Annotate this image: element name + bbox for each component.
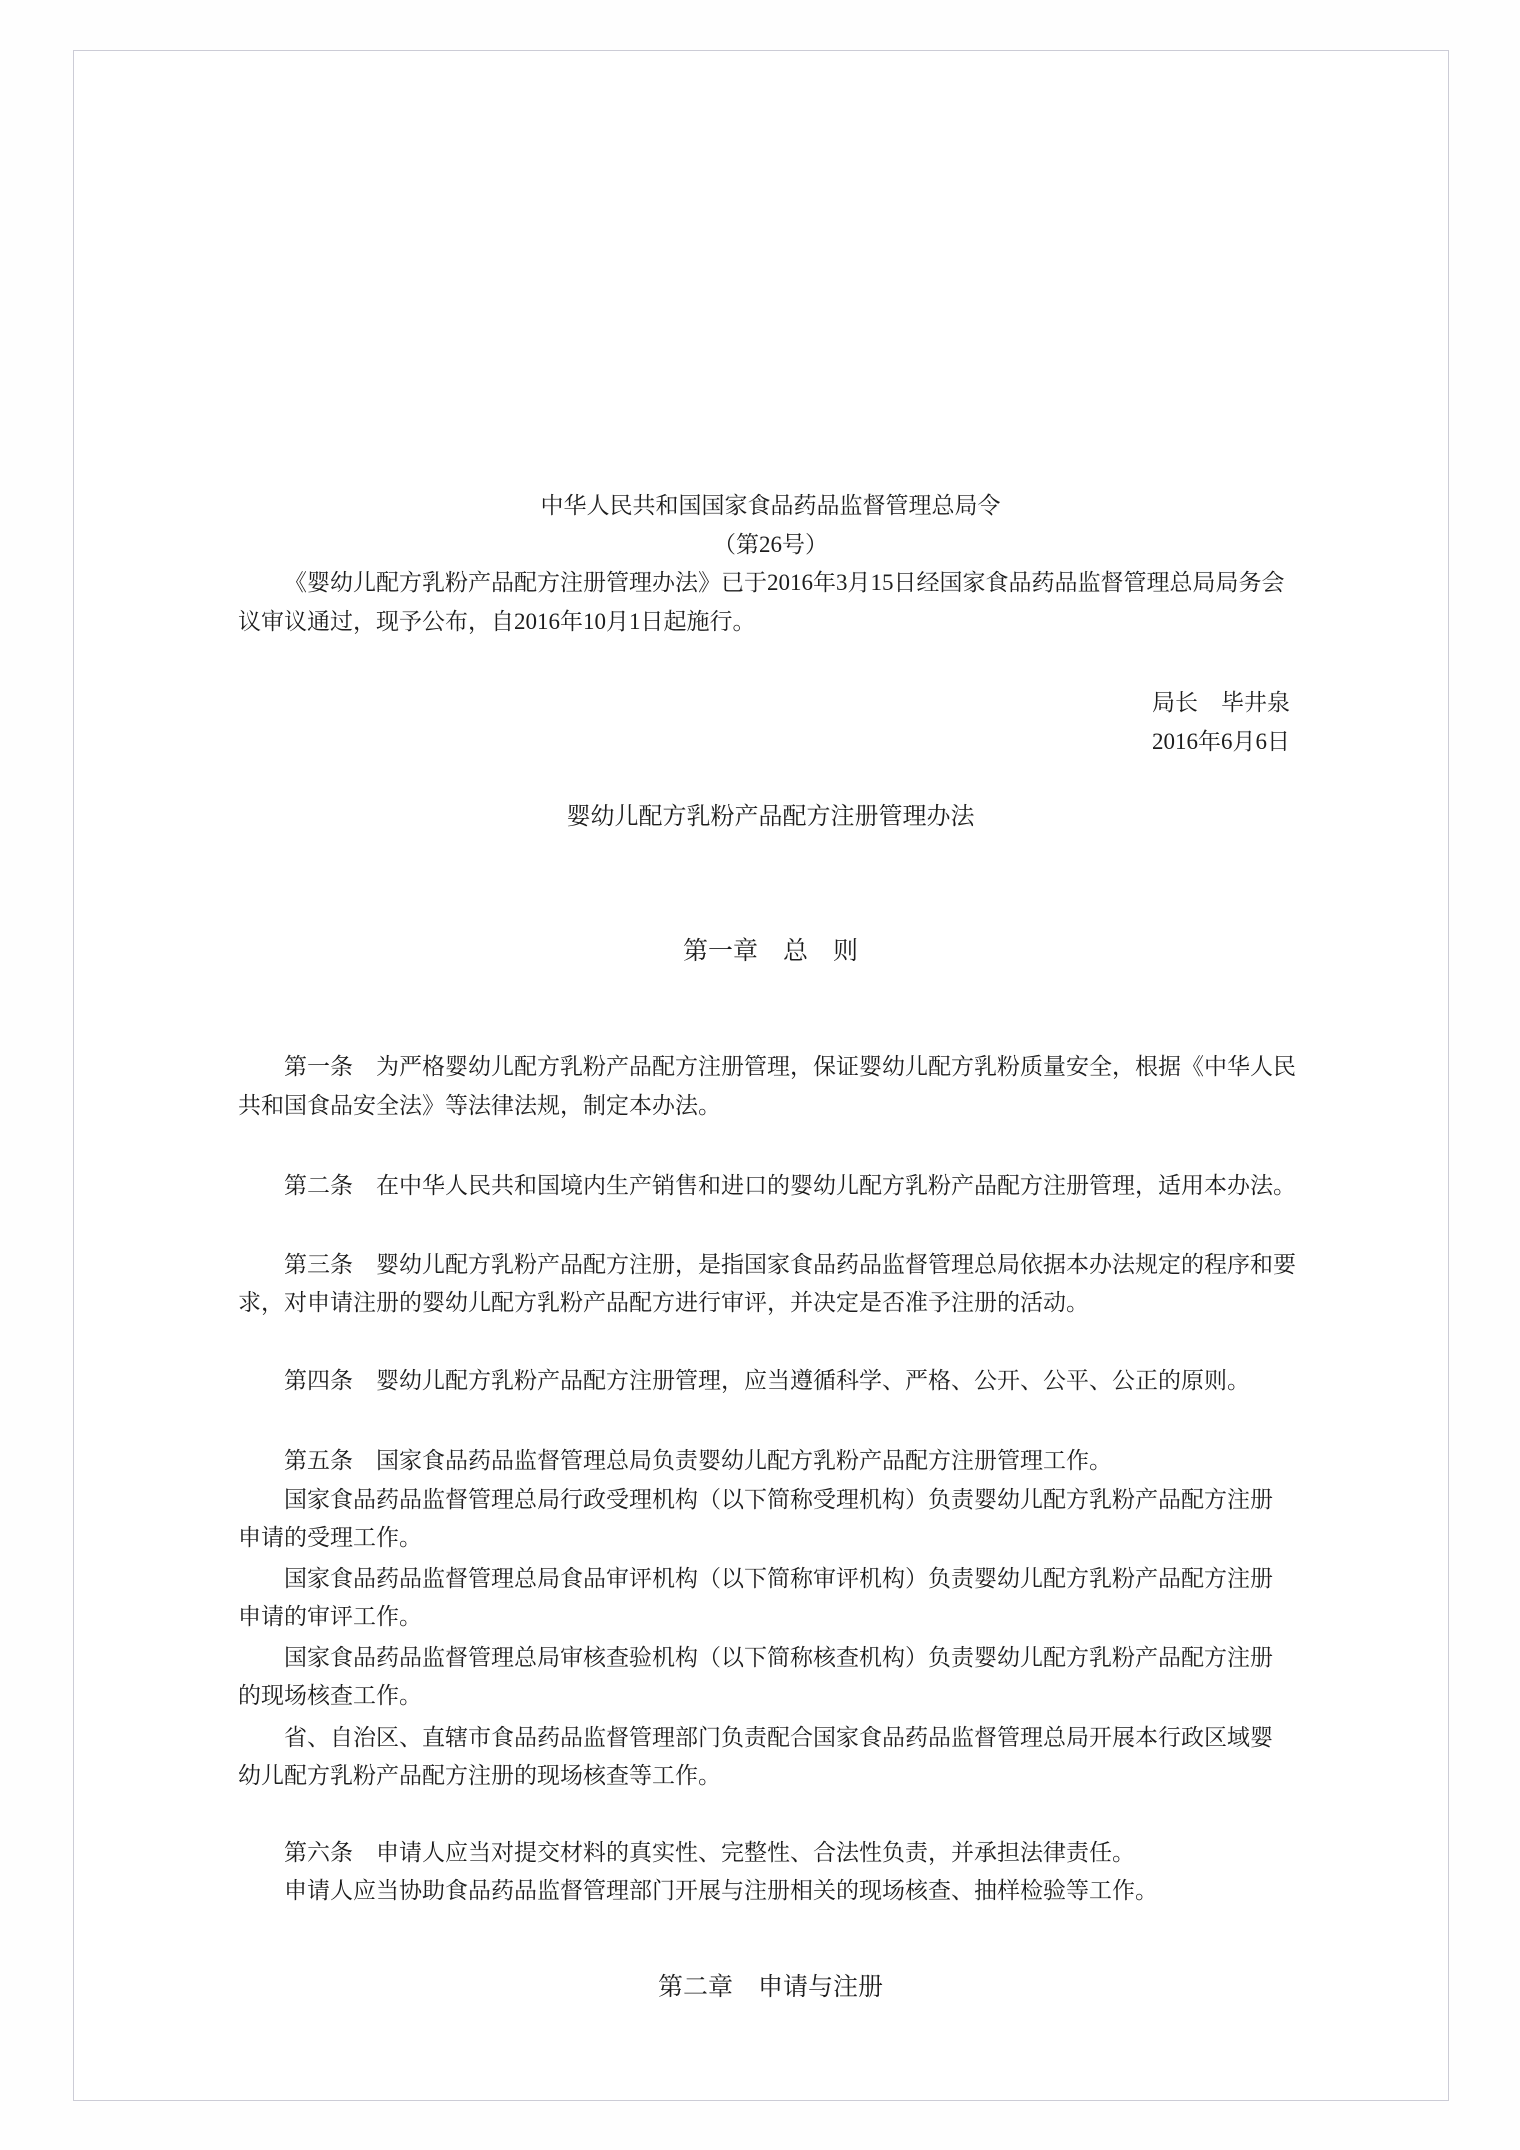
article-5-line-1: 第五条 国家食品药品监督管理总局负责婴幼儿配方乳粉产品配方注册管理工作。 — [284, 1448, 1112, 1473]
decree-number: （第26号） — [713, 531, 828, 557]
article-6-line-1: 第六条 申请人应当对提交材料的真实性、完整性、合法性负责，并承担法律责任。 — [284, 1839, 1135, 1865]
article-4-line-1: 第四条 婴幼儿配方乳粉产品配方注册管理，应当遵循科学、严格、公开、公平、公正的原则。 — [284, 1367, 1250, 1393]
article-2-line-1: 第二条 在中华人民共和国境内生产销售和进口的婴幼儿配方乳粉产品配方注册管理，适用本办法。 — [284, 1173, 1296, 1198]
decree-announcement-line-2: 议审议通过，现予公布，自2016年10月1日起施行。 — [238, 608, 756, 634]
article-3-line-2: 求，对申请注册的婴幼儿配方乳粉产品配方进行审评，并决定是否准予注册的活动。 — [238, 1290, 1089, 1315]
decree-announcement-line-1: 《婴幼儿配方乳粉产品配方注册管理办法》已于2016年3月15日经国家食品药品监督管理总局局务会 — [284, 570, 1285, 595]
article-5-para-5-line-1: 省、自治区、直辖市食品药品监督管理部门负责配合国家食品药品监督管理总局开展本行政区域婴 — [284, 1724, 1273, 1750]
article-5-para-3-line-1: 国家食品药品监督管理总局食品审评机构（以下简称审评机构）负责婴幼儿配方乳粉产品配方注册 — [284, 1565, 1273, 1591]
article-1-line-2: 共和国食品安全法》等法律法规，制定本办法。 — [238, 1092, 721, 1118]
article-5-para-3-line-2: 申请的审评工作。 — [238, 1604, 422, 1629]
article-5-para-4-line-2: 的现场核查工作。 — [238, 1683, 422, 1708]
sign-date: 2016年6月6日 — [1152, 728, 1290, 754]
signature: 局长 毕井泉 — [1152, 690, 1290, 715]
article-1-line-1: 第一条 为严格婴幼儿配方乳粉产品配方注册管理，保证婴幼儿配方乳粉质量安全，根据《中华人民 — [284, 1054, 1296, 1079]
regulation-title: 婴幼儿配方乳粉产品配方注册管理办法 — [566, 804, 975, 830]
decree-title: 中华人民共和国国家食品药品监督管理总局令 — [540, 493, 1001, 518]
article-6-para-2-line-1: 申请人应当协助食品药品监督管理部门开展与注册相关的现场核查、抽样检验等工作。 — [284, 1878, 1158, 1903]
article-5-para-2-line-1: 国家食品药品监督管理总局行政受理机构（以下简称受理机构）负责婴幼儿配方乳粉产品配方注册 — [284, 1486, 1273, 1512]
article-5-para-5-line-2: 幼儿配方乳粉产品配方注册的现场核查等工作。 — [238, 1763, 721, 1788]
document-page — [73, 50, 1449, 2101]
article-5-para-2-line-2: 申请的受理工作。 — [238, 1525, 422, 1550]
chapter-1-heading: 第一章 总 则 — [682, 937, 858, 965]
chapter-2-heading: 第二章 申请与注册 — [657, 1973, 883, 2001]
article-3-line-1: 第三条 婴幼儿配方乳粉产品配方注册，是指国家食品药品监督管理总局依据本办法规定的程序和要 — [284, 1251, 1296, 1277]
article-5-para-4-line-1: 国家食品药品监督管理总局审核查验机构（以下简称核查机构）负责婴幼儿配方乳粉产品配方注册 — [284, 1644, 1273, 1670]
